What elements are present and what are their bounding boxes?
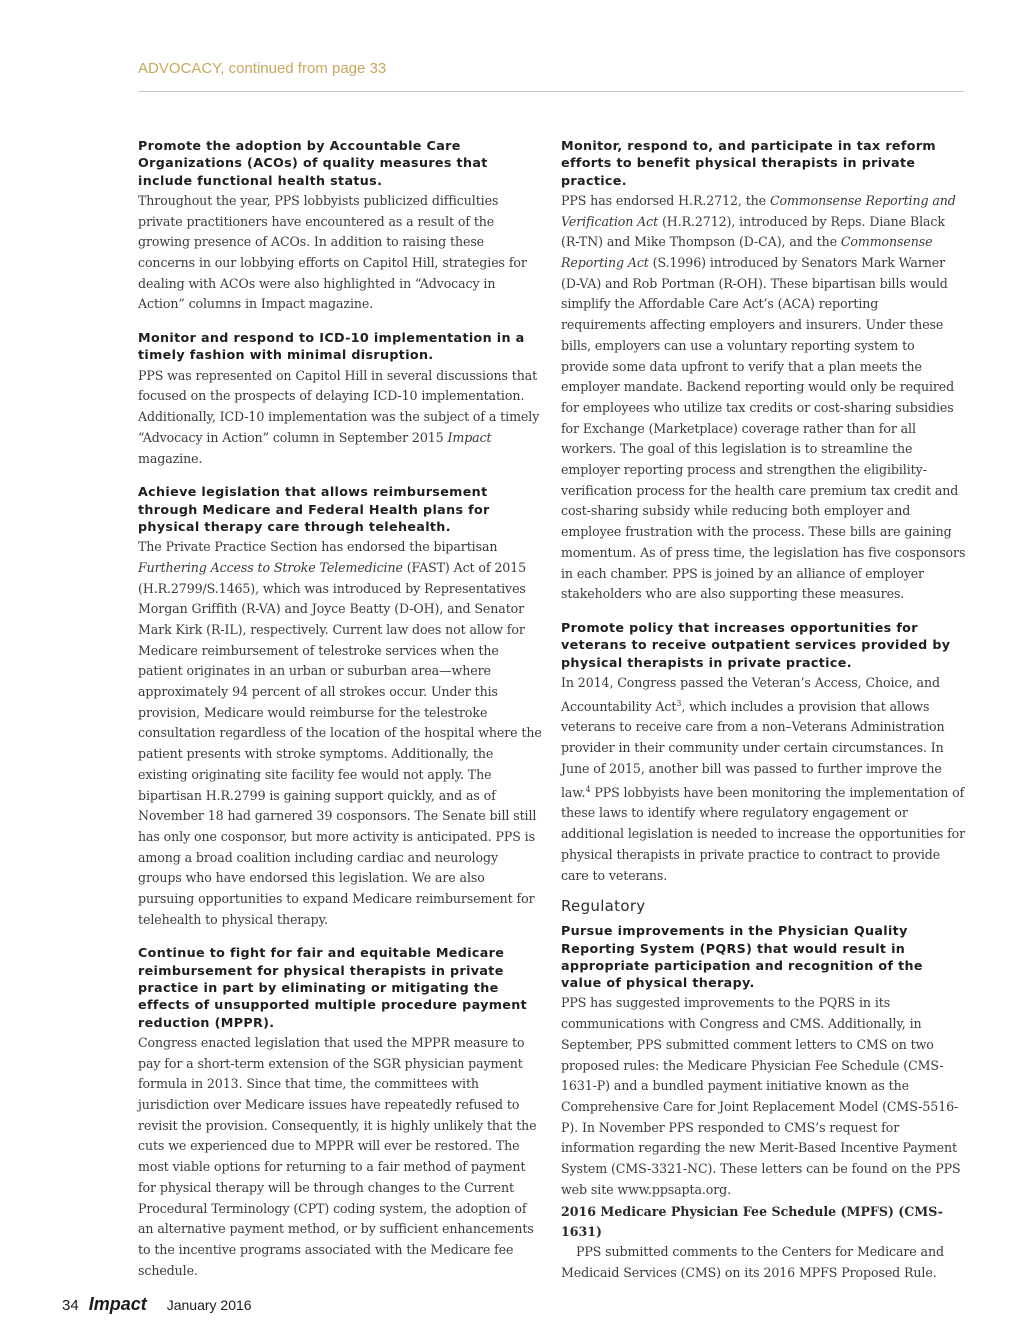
section-heading-tax-reform: Monitor, respond to, and participate in tax reform efforts to benefit physical therapists in private practice.	[561, 138, 937, 188]
section-heading-veterans: Promote policy that increases opportunities for veterans to receive outpatient services provided by physical therapists in private practice.	[561, 619, 951, 670]
impact-logo: Impact	[88, 1294, 147, 1314]
section-body-mppr: Congress enacted legislation that used the MPPR measure to pay for a short-term extension of the SGR physician payment formula in 2013. Since that time, the committees with jurisdiction over Medicare issues have repeatedly refused to revisit the provision. Consequently, it is highly unlikely that the cuts we experienced due to MPPR will ever be restored. The most viable options for returning to a fair method of payment for physical therapy will be through changes to the Current Procedural Terminology (CPT) coding system, the adoption of an alternative payment method, or by sufficient enhancements to the incentive programs associated with the Medicare fee schedule.	[138, 1034, 537, 1278]
section-body-tax-reform: PPS has endorsed H.R.2712, the Commonsense Reporting and Verification Act (H.R.2712), introduced by Reps. Diane Black (R-TN) and Mike Thompson (D-CA), and the Commonsense Reporting Act (S.1996) introduced by Senators Mark Warner (D-VA) and Rob Portman (R-OH). These bipartisan bills would simplify the Affordable Care Act’s (ACA) reporting requirements affecting employers and insurers. Under these bills, employers can use a voluntary reporting system to provide some data upfront to verify that a plan meets the employer mandate. Backend reporting would only be required for employees who utilize tax credits or cost-sharing subsidies for Exchange (Marketplace) coverage rather than for all workers. The goal of this legislation is to streamline the employer reporting process and strengthen the eligibility-verification process for the health care premium tax credit and cost-sharing subsidy while reducing both employer and employee frustration with the process. These bills are gaining momentum. As of press time, the legislation has five cosponsors in each chamber. PPS is joined by an alliance of employer stakeholders who are also supporting these measures.	[561, 192, 966, 602]
mpfs-body: PPS submitted comments to the Centers for Medicare and Medicaid Services (CMS) on its 2016 MPFS Proposed Rule.	[561, 1244, 944, 1281]
left-column	[138, 137, 543, 1281]
section-heading-acos: Promote the adoption by Accountable Care Organizations (ACOs) of quality measures that include functional health status.	[138, 138, 488, 188]
right-column	[561, 137, 966, 1284]
footnote-4: 4	[585, 784, 591, 794]
issue-date: January 2016	[166, 1297, 252, 1313]
section-heading-pqrs: Pursue improvements in the Physician Quality Reporting System (PQRS) that would result in appropriate participation and recognition of the value of physical therapy.	[561, 923, 923, 991]
mpfs-subheading: 2016 Medicare Physician Fee Schedule (MPFS) (CMS-1631)	[561, 1204, 944, 1240]
header-divider	[138, 91, 964, 92]
section-heading-telehealth: Achieve legislation that allows reimbursement through Medicare and Federal Health plans for physical therapy care through telehealth.	[138, 484, 490, 534]
section-body-icd10: PPS was represented on Capitol Hill in several discussions that focused on the prospects of delaying ICD-10 implementation. Additionally, ICD-10 implementation was the subject of a timely “Advocacy in Action” column in September 2015 Impact magazine.	[138, 367, 540, 466]
page-number: 34	[62, 1297, 79, 1314]
page-footer	[62, 1294, 252, 1315]
footnote-3: 3	[676, 698, 682, 708]
section-body-acos: Throughout the year, PPS lobbyists publicized difficulties private practitioners have encountered as a result of the growing presence of ACOs. In addition to raising these concerns in our lobbying efforts on Capitol Hill, strategies for dealing with ACOs were also highlighted in “Advocacy in Action” columns in Impact magazine.	[138, 192, 527, 312]
section-heading-icd10: Monitor and respond to ICD-10 implementation in a timely fashion with minimal disruption.	[138, 330, 525, 363]
commonsense-reporting-verification-italic: Commonsense Reporting and Verification Act	[561, 192, 956, 229]
commonsense-reporting-italic: Commonsense Reporting Act	[561, 234, 933, 270]
section-body-pqrs: PPS has suggested improvements to the PQRS in its communications with Congress and CMS. Additionally, in September, PPS submitted comment letters to CMS on two proposed rules: the Medicare Physician Fee Schedule (CMS-1631-P) and a bundled payment initiative known as the Comprehensive Care for Joint Replacement Model (CMS-5516-P). In November PPS responded to CMS’s request for information regarding the new Merit-Based Incentive Payment System (CMS-3321-NC). These letters can be found on the PPS web site www.ppsapta.org.	[561, 995, 961, 1197]
regulatory-section-title: Regulatory	[561, 897, 646, 916]
fast-act-italic: Furthering Access to Stroke Telemedicine	[138, 559, 403, 575]
impact-italic: Impact	[447, 429, 492, 445]
section-heading-mppr: Continue to fight for fair and equitable Medicare reimbursement for physical therapists in private practice in part by eliminating or mitigating the effects of unsupported multiple procedure payment reduction (MPPR).	[138, 945, 528, 1030]
continued-from-header: ADVOCACY, continued from page 33	[138, 60, 387, 77]
section-body-veterans: In 2014, Congress passed the Veteran’s Access, Choice, and Accountability Act$^3$, which includes a provision that allows veterans to receive care from a non–Veterans Administration provider in their community under certain circumstances. In June of 2015, another bill was passed to further improve the law.$^4$ PPS lobbyists have been monitoring the implementation of these laws to identify where regulatory engagement or additional legislation is needed to increase the opportunities for physical therapists in private practice to contract to provide care to veterans.	[561, 674, 966, 883]
section-body-telehealth: The Private Practice Section has endorsed the bipartisan Furthering Access to Stroke Telemedicine (FAST) Act of 2015 (H.R.2799/S.1465), which was introduced by Representatives Morgan Griffith (R-VA) and Joyce Beatty (D-OH), and Senator Mark Kirk (R-IL), respectively. Current law does not allow for Medicare reimbursement of telestroke services when the patient originates in an urban or suburban area—where approximately 94 percent of all strokes occur. Under this provision, Medicare would reimburse for the telestroke consultation regardless of the location of the hospital where the patient presents with stroke symptoms. Additionally, the existing originating site facility fee would not apply. The bipartisan H.R.2799 is gaining support quickly, and as of November 18 had garnered 39 cosponsors. The Senate bill still has only one cosponsor, but more activity is anticipated. PPS is among a broad coalition including cardiac and neurology groups who have endorsed this legislation. We are also pursuing opportunities to expand Medicare reimbursement for telehealth to physical therapy.	[138, 539, 542, 927]
